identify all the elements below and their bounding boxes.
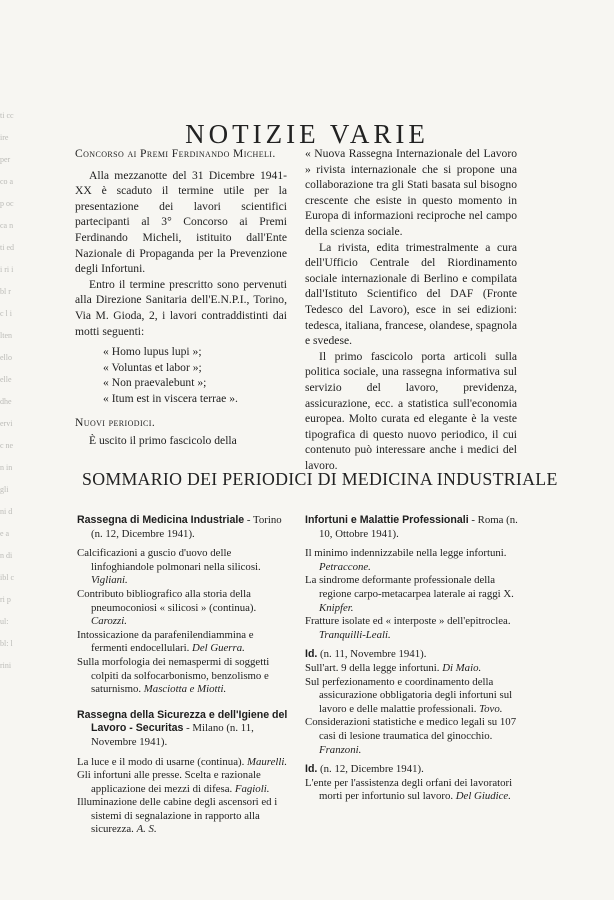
nuovi-periodici-heading: Nuovi periodici. (75, 415, 156, 429)
article-title: Sull'art. 9 della legge infortuni. (305, 661, 443, 674)
motto-3: « Non praevalebunt »; (103, 376, 207, 390)
motto-2: « Voluntas et labor »; (103, 360, 202, 374)
article-author: Tovo. (479, 702, 503, 715)
article-title: Sul perfezionamento e coordinamento della assicurazione obbligatoria degli infortuni sul lavoro e delle malattie professionali. (305, 675, 513, 715)
article-author: Di Maio. (442, 661, 482, 674)
fascicolo-paragraph: Il primo fascicolo porta articoli sulla politica sociale, una rassegna informativa sul servizio del lavoro, previdenza, assicurazione, ecc. a statistica sull'economia europea. Molto curata ed elegante è la veste tipografica di questo nuovo periodico, il cui contenuto può interessare anche i medici del lavoro. (305, 349, 517, 472)
article-entry (77, 769, 291, 796)
margin-bleed-through: ti cc ire per co ap oc ca nti edi ri ibl rc l i lten ello elle dhe ervic nen in gli ni de a n di ibl c ri p ul: bl: l rini (0, 111, 14, 670)
article-author: Franzoni. (319, 743, 362, 756)
article-author: Maurelli. (247, 755, 288, 768)
article-entry (77, 629, 291, 656)
article-author: Carozzi. (91, 615, 127, 628)
sommario-left-column (77, 514, 291, 837)
journal-name: Rassegna di Medicina Industriale (77, 514, 245, 526)
article-author: Masciotta e Miotti. (143, 683, 227, 696)
article-author: Del Giudice. (455, 790, 511, 803)
article-author: A. S. (136, 823, 157, 836)
article-title: Intossicazione da parafenilendiammina e fermenti endocellulari. (77, 628, 254, 655)
article-author: Tranquilli-Leali. (319, 628, 391, 641)
journal-rassegna-medicina (77, 514, 291, 541)
notizie-left-column (75, 146, 287, 449)
article-entry (77, 547, 291, 588)
article-author: Petraccone. (319, 560, 371, 573)
article-author: Del Guerra. (192, 642, 245, 655)
article-author: Vigliani. (91, 574, 128, 587)
journal-securitas (77, 709, 291, 750)
concorso-paragraph: Alla mezzanotte del 31 Dicembre 1941-XX è scaduto il termine utile per la presentazione dei lavori scientifici partecipanti al 3° Concorso ai Premi Ferdinando Micheli, istituito dall'Ente Nazionale di Propaganda per la Prevenzione degli Infortuni. (75, 168, 287, 276)
journal-details: - Torino (n. 12, Dicembre 1941). (91, 514, 282, 540)
sommario-heading: SOMMARIO DEI PERIODICI DI MEDICINA INDUSTRIALE (82, 469, 558, 489)
journal-details: - Roma (n. 10, Ottobre 1941). (319, 514, 518, 540)
article-title: Calcificazioni a guscio d'uovo delle linfoghiandole polmonari nella silicosi. (77, 547, 261, 573)
article-entry (305, 574, 519, 615)
motto-1: « Homo lupus lupi »; (103, 345, 202, 359)
article-entry (305, 676, 519, 717)
journal-infortuni (305, 514, 519, 541)
issue-heading (305, 648, 519, 662)
article-entry (305, 615, 519, 642)
article-entry (305, 777, 519, 804)
issue-details: (n. 12, Dicembre 1941). (317, 763, 424, 776)
article-entry (305, 547, 519, 574)
article-title: Sulla morfologia dei nemaspermi di soggetti colpiti da solfocarbonismo, benzolismo e saturnismo. (77, 655, 270, 696)
article-author: Knipfer. (319, 601, 354, 614)
rivista-paragraph: La rivista, edita trimestralmente a cura dell'Ufficio Centrale del Riordinamento sociale internazionale di Berlino e compilata dall'Istituto Scientifico del DAF (Fronte Tedesco del Lavoro), esce in sei edizioni: tedesca, italiana, francese, olandese, spagnola e svedese. (305, 240, 517, 348)
article-entry (305, 716, 519, 757)
article-author: Fagioli. (234, 782, 270, 795)
article-title: La luce e il modo di usarne (continua). (77, 755, 247, 768)
article-title: Fratture isolate ed « interposte » dell'epitroclea. (305, 615, 511, 628)
article-entry (77, 656, 291, 697)
issue-label: Id. (305, 648, 318, 661)
journal-name: Infortuni e Malattie Professionali (305, 514, 469, 526)
entro-paragraph: Entro il termine prescritto sono pervenuti alla Direzione Sanitaria dell'E.N.P.I., Torino, Via M. Gioda, 2, i lavori contraddistinti dai motti seguenti: (75, 277, 287, 338)
article-title: La sindrome deformante professionale della regione carpo-metacarpea laterale ai raggi X. (305, 574, 514, 600)
journal-details: - Milano (n. 11, Novembre 1941). (91, 722, 254, 748)
nuovi-periodici-paragraph: È uscito il primo fascicolo della (89, 434, 237, 448)
notizie-right-column (305, 146, 517, 473)
motto-4: « Itum est in viscera terrae ». (103, 391, 238, 405)
concorso-heading: Concorso ai Premi Ferdinando Micheli. (75, 147, 276, 160)
issue-heading (305, 763, 519, 777)
issue-label: Id. (305, 763, 318, 776)
sommario-right-column (305, 514, 519, 804)
article-title: Considerazioni statistiche e medico legali su 107 casi di lesione traumatica del ginocchio. (305, 716, 517, 742)
article-title: L'ente per l'assistenza degli orfani dei lavoratori morti per infortunio sul lavoro. (305, 776, 513, 803)
article-title: Il minimo indennizzabile nella legge infortuni. (305, 547, 507, 560)
article-entry (77, 796, 291, 837)
rassegna-paragraph: « Nuova Rassegna Internazionale del Lavoro » rivista internazionale che si propone una collaborazione tra gli Stati basata sul bisogno crescente che esiste in questo momento in Europa di informazioni reciproche nel campo della scienza sociale. (305, 147, 517, 238)
journal-name: Rassegna della Sicurezza e dell'Igiene del Lavoro - Securitas (77, 708, 288, 735)
article-title: Gli infortuni alle presse. Scelta e razionale applicazione dei mezzi di difesa. (77, 769, 261, 795)
page-title: NOTIZIE VARIE (185, 119, 429, 150)
article-entry (305, 662, 519, 676)
article-title: Illuminazione delle cabine degli ascensori ed i sistemi di segnalazione in rapporto alla sicurezza. (77, 796, 278, 836)
article-title: Contributo bibliografico alla storia della pneumoconiosi « silicosi » (continua). (77, 587, 257, 614)
issue-details: (n. 11, Novembre 1941). (317, 648, 427, 661)
article-entry (77, 756, 291, 770)
article-entry (77, 588, 291, 629)
